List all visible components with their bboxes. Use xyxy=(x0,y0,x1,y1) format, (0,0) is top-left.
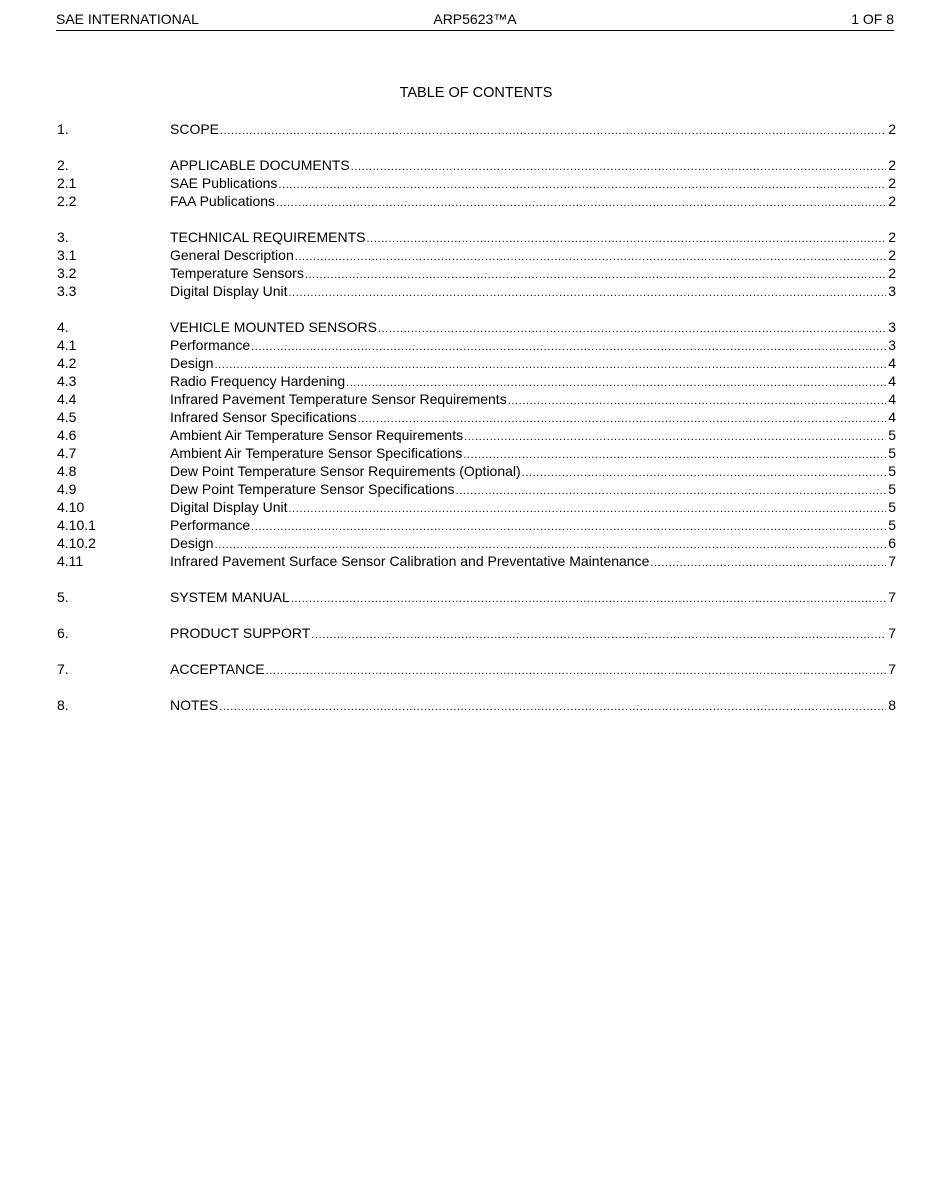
toc-entry-title[interactable]: PRODUCT SUPPORT xyxy=(170,625,311,641)
toc-entry[interactable] xyxy=(57,156,896,174)
toc-entry-number: 4.10.1 xyxy=(57,517,96,533)
toc-entry[interactable] xyxy=(57,228,896,246)
toc-entry-body xyxy=(170,336,896,356)
toc-entry-number: 4.11 xyxy=(57,553,84,569)
toc-entry-title[interactable]: SAE Publications xyxy=(170,175,278,191)
toc-entry[interactable] xyxy=(57,120,896,138)
toc-entry-body xyxy=(170,696,896,716)
toc-entry-body xyxy=(170,462,896,482)
toc-entry-body xyxy=(170,354,896,374)
toc-entry-title[interactable]: Design xyxy=(170,535,214,551)
toc-entry-title[interactable]: Infrared Pavement Surface Sensor Calibration and Preventative Maintenance xyxy=(170,553,650,569)
toc-entry-title[interactable]: FAA Publications xyxy=(170,193,276,209)
toc-entry[interactable] xyxy=(57,246,896,264)
toc-entry-page[interactable]: 5 xyxy=(888,517,896,533)
toc-entry[interactable] xyxy=(57,372,896,390)
toc-entry-page[interactable]: 5 xyxy=(888,445,896,461)
toc-entry-page[interactable]: 4 xyxy=(888,409,896,425)
toc-entry-page[interactable]: 7 xyxy=(888,625,896,641)
toc-entry-body xyxy=(170,588,896,608)
toc-entry-page[interactable]: 2 xyxy=(888,229,896,245)
toc-entry-body xyxy=(170,444,896,464)
toc-entry-title[interactable]: VEHICLE MOUNTED SENSORS xyxy=(170,319,377,335)
toc-entry-number: 4.6 xyxy=(57,427,77,443)
toc-entry-body xyxy=(170,120,896,140)
toc-entry-page[interactable]: 5 xyxy=(888,499,896,515)
page-header xyxy=(56,10,894,31)
toc-entry[interactable] xyxy=(57,624,896,642)
toc-title: TABLE OF CONTENTS xyxy=(399,85,553,101)
toc-entry[interactable] xyxy=(57,660,896,678)
toc-entry-page[interactable]: 6 xyxy=(888,535,896,551)
toc-entry-number: 3.2 xyxy=(57,265,77,281)
toc-entry-number: 4.1 xyxy=(57,337,77,353)
toc-entry-number: 7. xyxy=(57,661,69,677)
toc-entry-number: 4.7 xyxy=(57,445,77,461)
toc-entry-body xyxy=(170,282,896,302)
toc-entry-body xyxy=(170,228,896,248)
toc-entry-title[interactable]: Temperature Sensors xyxy=(170,265,304,281)
toc-entry[interactable] xyxy=(57,552,896,570)
header-page-count: 1 OF 8 xyxy=(851,11,894,27)
toc-entry-number: 4.9 xyxy=(57,481,77,497)
toc-entry-body xyxy=(170,552,896,572)
toc-entry-number: 1. xyxy=(57,121,69,137)
toc-entry-title[interactable]: SYSTEM MANUAL xyxy=(170,589,290,605)
toc-entry[interactable] xyxy=(57,588,896,606)
toc-entry-page[interactable]: 2 xyxy=(888,247,896,263)
toc-entry-page[interactable]: 2 xyxy=(888,265,896,281)
toc-entry-page[interactable]: 2 xyxy=(888,193,896,209)
toc-entry[interactable] xyxy=(57,264,896,282)
header-document-number: ARP5623™A xyxy=(433,11,517,27)
toc-entry[interactable] xyxy=(57,426,896,444)
toc-entry-page[interactable]: 5 xyxy=(888,463,896,479)
toc-entry-body xyxy=(170,498,896,518)
toc-entry[interactable] xyxy=(57,696,896,714)
toc-dot-leader xyxy=(220,122,886,140)
toc-entry[interactable] xyxy=(57,444,896,462)
toc-dot-leader xyxy=(288,284,886,302)
toc-entry-body xyxy=(170,264,896,284)
toc-entry-title[interactable]: SCOPE xyxy=(170,121,220,137)
toc-entry-body xyxy=(170,408,896,428)
toc-entry-page[interactable]: 7 xyxy=(888,661,896,677)
toc-entry-title[interactable]: Radio Frequency Hardening xyxy=(170,373,346,389)
toc-entry-page[interactable]: 3 xyxy=(888,337,896,353)
toc-entry-number: 3.1 xyxy=(57,247,77,263)
toc-entry-body xyxy=(170,624,896,644)
toc-dot-leader xyxy=(276,194,886,212)
toc-entry-body xyxy=(170,426,896,446)
toc-entry-number: 4.3 xyxy=(57,373,77,389)
toc-dot-leader xyxy=(311,626,886,644)
toc-entry[interactable] xyxy=(57,318,896,336)
toc-entry-page[interactable]: 8 xyxy=(888,697,896,713)
toc-entry-title[interactable]: Digital Display Unit xyxy=(170,283,288,299)
toc-dot-leader xyxy=(291,590,886,608)
toc-entry-page[interactable]: 5 xyxy=(888,427,896,443)
toc-entry-number: 5. xyxy=(57,589,69,605)
toc-entry-body xyxy=(170,318,896,338)
toc-entry-title[interactable]: Dew Point Temperature Sensor Requirements (Optional) xyxy=(170,463,521,479)
toc-entry-body xyxy=(170,246,896,266)
toc-entry-number: 4.5 xyxy=(57,409,77,425)
toc-entry-number: 3. xyxy=(57,229,69,245)
toc-entry-title[interactable]: Ambient Air Temperature Sensor Specifications xyxy=(170,445,463,461)
toc-entry-body xyxy=(170,390,896,410)
toc-entry-body xyxy=(170,660,896,680)
toc-entry-body xyxy=(170,174,896,194)
toc-entry[interactable] xyxy=(57,516,896,534)
toc-entry-number: 4. xyxy=(57,319,69,335)
toc-dot-leader xyxy=(650,554,886,572)
table-of-contents xyxy=(57,120,896,714)
toc-dot-leader xyxy=(219,698,886,716)
toc-entry-title[interactable]: General Description xyxy=(170,247,294,263)
toc-entry-title[interactable]: Performance xyxy=(170,517,251,533)
toc-entry-title[interactable]: Ambient Air Temperature Sensor Requirements xyxy=(170,427,464,443)
toc-entry-page[interactable]: 7 xyxy=(888,589,896,605)
toc-entry[interactable] xyxy=(57,282,896,300)
toc-entry[interactable] xyxy=(57,462,896,480)
toc-entry[interactable] xyxy=(57,192,896,210)
toc-entry-title[interactable]: NOTES xyxy=(170,697,219,713)
toc-entry[interactable] xyxy=(57,390,896,408)
toc-entry-number: 6. xyxy=(57,625,69,641)
toc-entry-body xyxy=(170,372,896,392)
toc-entry-title[interactable]: Dew Point Temperature Sensor Specifications xyxy=(170,481,455,497)
toc-entry[interactable] xyxy=(57,534,896,552)
toc-entry-page[interactable]: 7 xyxy=(888,553,896,569)
toc-entry-number: 4.2 xyxy=(57,355,77,371)
toc-entry-body xyxy=(170,156,896,176)
toc-entry-page[interactable]: 2 xyxy=(888,121,896,137)
toc-entry-number: 8. xyxy=(57,697,69,713)
toc-entry-title[interactable]: ACCEPTANCE xyxy=(170,661,265,677)
toc-entry-page[interactable]: 2 xyxy=(888,157,896,173)
toc-entry-title[interactable]: Performance xyxy=(170,337,251,353)
toc-entry[interactable] xyxy=(57,408,896,426)
toc-entry-body xyxy=(170,534,896,554)
toc-entry-number: 2. xyxy=(57,157,69,173)
toc-entry[interactable] xyxy=(57,336,896,354)
toc-entry-title[interactable]: APPLICABLE DOCUMENTS xyxy=(170,157,350,173)
toc-entry-page[interactable]: 3 xyxy=(888,283,896,299)
toc-entry-number: 2.2 xyxy=(57,193,77,209)
toc-entry-title[interactable]: Infrared Sensor Specifications xyxy=(170,409,357,425)
toc-entry-page[interactable]: 5 xyxy=(888,481,896,497)
toc-entry-title[interactable]: Design xyxy=(170,355,214,371)
toc-entry-number: 4.10.2 xyxy=(57,535,96,551)
toc-entry-number: 3.3 xyxy=(57,283,77,299)
toc-entry-title[interactable]: Infrared Pavement Temperature Sensor Requirements xyxy=(170,391,507,407)
toc-entry-number: 2.1 xyxy=(57,175,77,191)
toc-entry-page[interactable]: 2 xyxy=(888,175,896,191)
header-organization: SAE INTERNATIONAL xyxy=(56,11,199,27)
toc-entry[interactable] xyxy=(57,174,896,192)
toc-entry-body xyxy=(170,192,896,212)
toc-entry-page[interactable]: 4 xyxy=(888,391,896,407)
toc-entry-title[interactable]: TECHNICAL REQUIREMENTS xyxy=(170,229,366,245)
toc-entry[interactable] xyxy=(57,498,896,516)
toc-entry-number: 4.10 xyxy=(57,499,85,515)
toc-entry-page[interactable]: 4 xyxy=(888,355,896,371)
toc-entry-body xyxy=(170,516,896,536)
toc-dot-leader xyxy=(266,662,887,680)
toc-entry[interactable] xyxy=(57,480,896,498)
toc-entry[interactable] xyxy=(57,354,896,372)
toc-entry-body xyxy=(170,480,896,500)
toc-entry-page[interactable]: 4 xyxy=(888,373,896,389)
toc-entry-number: 4.8 xyxy=(57,463,77,479)
toc-entry-page[interactable]: 3 xyxy=(888,319,896,335)
toc-entry-title[interactable]: Digital Display Unit xyxy=(170,499,288,515)
toc-entry-number: 4.4 xyxy=(57,391,77,407)
